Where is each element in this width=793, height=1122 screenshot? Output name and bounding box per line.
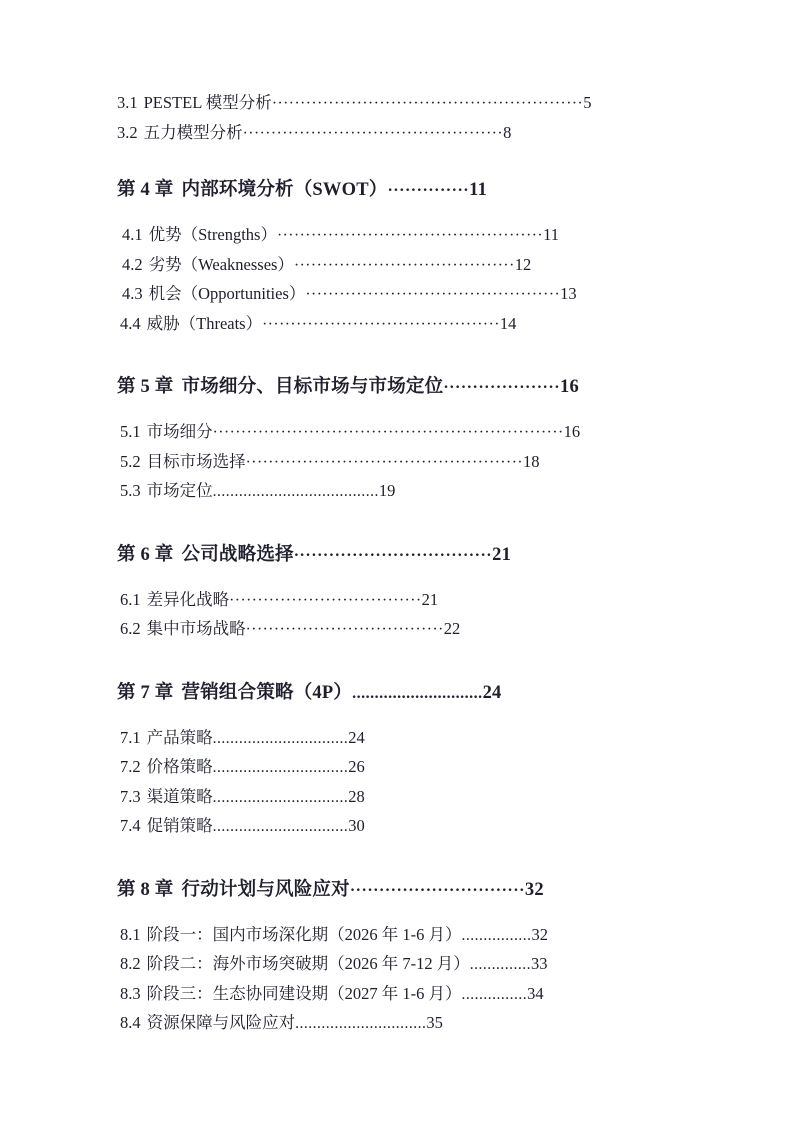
toc-entry-number: 第 8 章 [117, 879, 174, 900]
toc-section-entry[interactable] [120, 723, 677, 753]
toc-entry-number: 7.3 [120, 786, 141, 806]
toc-dot-leader: ·································· [229, 591, 422, 609]
toc-dot-leader: ············································· [305, 286, 561, 303]
toc-entry-title: 价格策略 [146, 757, 213, 776]
toc-dot-leader: ······························································ [212, 424, 564, 441]
toc-page-number: 28 [348, 786, 365, 806]
toc-dot-leader: ............................. [352, 684, 483, 702]
toc-entry-title: 公司战略选择 [181, 544, 294, 565]
toc-entry-title: 集中市场战略 [146, 619, 246, 638]
toc-dot-leader: ·································· [293, 546, 493, 564]
toc-entry-title: 市场定位 [146, 481, 213, 500]
toc-entry-title: 阶段三：生态协同建设期（2027 年 1-6 月） [146, 983, 462, 1003]
toc-section-entry[interactable] [117, 118, 677, 148]
toc-chapter-entry[interactable] [117, 370, 677, 404]
toc-page-number: 24 [482, 682, 502, 703]
toc-entry-number: 7.2 [120, 757, 141, 776]
toc-entry-number: 8.4 [120, 1013, 141, 1032]
toc-entry-title: 市场细分、目标市场与市场定位 [181, 377, 444, 397]
toc-page-number: 22 [443, 619, 461, 638]
toc-entry-title: PESTEL 模型分析 [143, 93, 272, 112]
toc-page-number: 19 [378, 481, 396, 500]
toc-dot-leader: .............................. [295, 1015, 427, 1032]
toc-entry-number: 第 4 章 [117, 180, 174, 200]
toc-entry-title: 劣势（Weaknesses） [148, 254, 294, 274]
toc-section-entry[interactable] [122, 279, 677, 309]
toc-page-number: 33 [531, 954, 548, 973]
toc-entry-title: 促销策略 [146, 816, 213, 835]
toc-entry-number: 8.1 [120, 924, 141, 944]
toc-chapter-entry[interactable] [117, 873, 677, 907]
toc-dot-leader: .............. [469, 956, 531, 973]
toc-entry-title: 目标市场选择 [146, 451, 246, 471]
toc-page-number: 11 [543, 225, 559, 244]
toc-entry-title: 差异化战略 [146, 589, 230, 609]
toc-entry-number: 第 7 章 [117, 682, 174, 703]
toc-page-number: 14 [499, 313, 517, 333]
toc-entry-number: 6.2 [120, 619, 141, 638]
toc-dot-leader: ······································· [293, 256, 515, 274]
toc-entry-number: 4.1 [122, 225, 143, 244]
toc-entry-number: 3.1 [117, 93, 138, 112]
toc-entry-title: 五力模型分析 [143, 122, 243, 142]
toc-section-entry[interactable] [120, 752, 677, 782]
toc-entry-title: 渠道策略 [146, 786, 213, 806]
toc-page-number: 35 [426, 1013, 443, 1032]
toc-chapter-entry[interactable] [117, 538, 677, 572]
toc-entry-number: 7.1 [120, 727, 141, 747]
toc-page-number: 16 [563, 422, 581, 441]
toc-entry-number: 8.3 [120, 983, 141, 1003]
toc-section-entry[interactable] [120, 476, 677, 506]
toc-dot-leader: ............................... [212, 818, 349, 835]
toc-dot-leader: ·············· [387, 182, 470, 199]
toc-page-number: 26 [348, 757, 365, 776]
toc-entry-title: 机会（Opportunities） [148, 284, 306, 303]
toc-dot-leader: ··································· [245, 621, 444, 638]
toc-entry-number: 8.2 [120, 954, 141, 973]
toc-entry-title: 市场细分 [146, 422, 213, 441]
toc-section-entry[interactable] [117, 88, 677, 118]
toc-chapter-entry[interactable] [117, 173, 677, 207]
toc-page-number: 34 [527, 983, 544, 1003]
toc-dot-leader: ···················· [443, 379, 561, 396]
toc-entry-title: 资源保障与风险应对 [146, 1013, 296, 1032]
toc-section-entry[interactable] [120, 920, 677, 950]
toc-page-number: 32 [524, 879, 544, 900]
toc-page-number: 13 [560, 284, 577, 303]
toc-entry-title: 阶段二：海外市场突破期（2026 年 7-12 月） [146, 954, 470, 973]
toc-section-entry[interactable] [120, 811, 677, 841]
toc-entry-number: 7.4 [120, 816, 141, 835]
toc-section-entry[interactable] [120, 949, 677, 979]
toc-section-entry[interactable] [120, 309, 677, 339]
toc-page-number: 18 [523, 451, 540, 471]
toc-chapter-entry[interactable] [117, 676, 677, 710]
toc-section-entry[interactable] [120, 782, 677, 812]
toc-dot-leader: ·········································· [262, 315, 500, 333]
toc-section-entry[interactable] [120, 614, 677, 644]
toc-dot-leader: ················································· [245, 453, 524, 471]
toc-entry-number: 4.4 [120, 313, 141, 333]
toc-page-number: 5 [583, 93, 592, 112]
toc-entry-title: 阶段一：国内市场深化期（2026 年 1-6 月） [146, 924, 462, 944]
toc-entry-number: 5.1 [120, 422, 141, 441]
toc-entry-number: 第 5 章 [117, 377, 174, 397]
toc-entry-number: 6.1 [120, 589, 141, 609]
toc-entry-number: 5.2 [120, 451, 141, 471]
toc-entry-title: 内部环境分析（SWOT） [181, 180, 388, 200]
toc-page-number: 24 [348, 727, 365, 747]
toc-entry-title: 优势（Strengths） [148, 225, 277, 244]
toc-entry-title: 营销组合策略（4P） [181, 682, 353, 703]
toc-entry-title: 威胁（Threats） [146, 313, 263, 333]
toc-page-number: 11 [469, 180, 488, 200]
toc-dot-leader: ······························ [349, 881, 525, 899]
toc-page-number: 8 [503, 122, 512, 142]
toc-entry-title: 产品策略 [146, 727, 213, 747]
toc-entry-number: 5.3 [120, 481, 141, 500]
toc-dot-leader: ...................................... [212, 483, 379, 500]
toc-dot-leader: ............... [461, 985, 528, 1003]
table-of-contents [117, 88, 677, 1038]
toc-section-entry[interactable] [120, 979, 677, 1009]
toc-entry-number: 3.2 [117, 122, 138, 142]
toc-page-number: 21 [421, 589, 439, 609]
toc-section-entry[interactable] [122, 220, 677, 250]
toc-section-entry[interactable] [120, 1008, 677, 1038]
toc-dot-leader: ................ [461, 926, 532, 944]
toc-entry-number: 4.3 [122, 284, 143, 303]
toc-dot-leader: ·············································· [242, 124, 504, 142]
toc-dot-leader: ............................... [212, 759, 349, 776]
toc-page-number: 21 [492, 544, 512, 565]
toc-dot-leader: ······················································· [271, 95, 584, 112]
toc-section-entry[interactable] [122, 250, 677, 280]
toc-page-number: 16 [560, 377, 579, 397]
toc-section-entry[interactable] [120, 447, 677, 477]
toc-dot-leader: ............................... [212, 729, 349, 747]
toc-page-number: 12 [514, 254, 532, 274]
toc-entry-number: 4.2 [122, 254, 143, 274]
toc-page-number: 30 [348, 816, 365, 835]
toc-section-entry[interactable] [120, 585, 677, 615]
toc-dot-leader: ............................... [212, 788, 349, 806]
toc-entry-title: 行动计划与风险应对 [181, 879, 350, 900]
toc-page-number: 32 [531, 924, 548, 944]
toc-section-entry[interactable] [120, 417, 677, 447]
toc-entry-number: 第 6 章 [117, 544, 174, 565]
toc-dot-leader: ··············································· [276, 227, 544, 244]
